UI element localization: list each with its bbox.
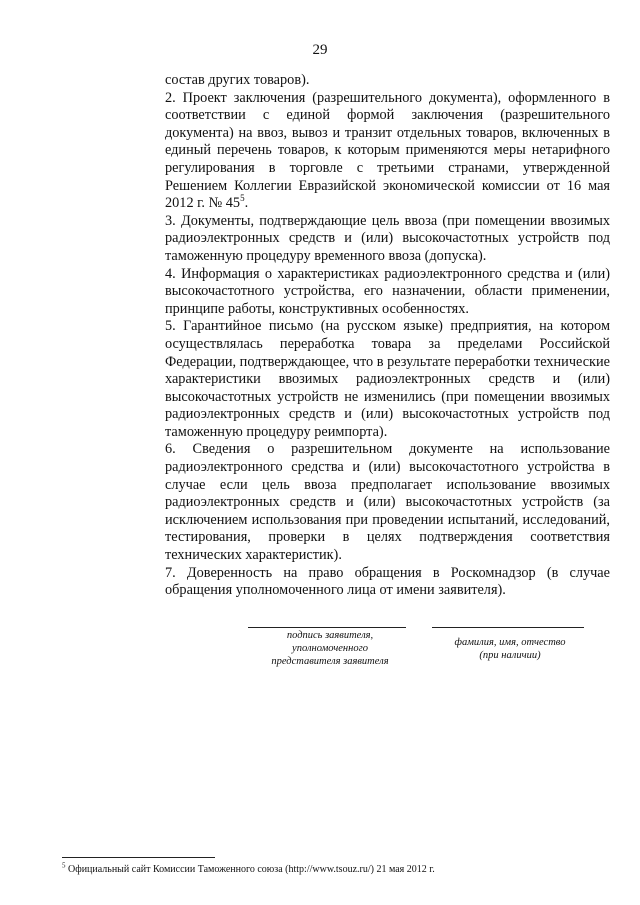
signature-line — [248, 627, 406, 628]
footnote-text: Официальный сайт Комиссии Таможенного союза (http://www.tsouz.ru/) 21 мая 2012 г. — [65, 864, 435, 875]
list-item-3: 3. Документы, подтверждающие цель ввоза (при помещении ввозимых радиоэлектронных средств и (или) высокочастотных устройств под таможенную процедуру временного ввоза (допуска). — [165, 212, 610, 264]
page-number: 29 — [312, 42, 328, 58]
list-item-7: 7. Доверенность на право обращения в Роскомнадзор (в случае обращения уполномоченного лица от имени заявителя). — [165, 564, 610, 599]
list-item-2: 2. Проект заключения (разрешительного документа), оформленного в соответствии с единой формой заключения (разрешительного документа) на ввоз, вывоз и транзит отдельных товаров, включенных в единый перечень товаров, к которым применяются меры нетарифного регулирования в торговле с третьими странами, утвержденной Решением Коллегии Евразийской экономической комиссии от 16 мая 2012 г. № $45^5$. — [165, 89, 610, 212]
name-line — [432, 627, 584, 628]
list-item-4: 4. Информация о характеристиках радиоэлектронного средства и (или) высокочастотного устройства, его назначении, области применении, принципе работы, конструктивных особенностях. — [165, 265, 610, 317]
paragraph-continuation: состав других товаров). — [165, 72, 310, 88]
signature-caption: подпись заявителя, уполномоченного представителя заявителя — [271, 630, 389, 667]
footnote-reference[interactable]: 5 — [240, 193, 245, 204]
name-caption: фамилия, имя, отчество (при наличии) — [454, 637, 566, 661]
footnote-marker: 5 — [62, 861, 66, 870]
footnote — [62, 861, 435, 875]
list-item-5: 5. Гарантийное письмо (на русском языке) предприятия, на котором осуществлялась переработка товара за пределами Российской Федерации, подтверждающее, что в результате переработки технические характеристики ввозимых радиоэлектронных средств и (или) высокочастотных устройств не изменились (при помещении ввозимых радиоэлектронных средств и (или) высокочастотных устройств под таможенную процедуру реимпорта). — [165, 318, 610, 440]
list-item-6: 6. Сведения о разрешительном документе на использование радиоэлектронного средства и (или) высокочастотного устройства в случае если цель ввоза предполагает использование ввозимых радиоэлектронных средств и (или) высокочастотных устройств (за исключением использования при проведении испытаний, исследований, тестирования, проверки в целях подтверждения соответствия технических характеристик). — [165, 441, 610, 564]
document-body — [165, 72, 610, 600]
footnote-divider — [62, 857, 215, 858]
